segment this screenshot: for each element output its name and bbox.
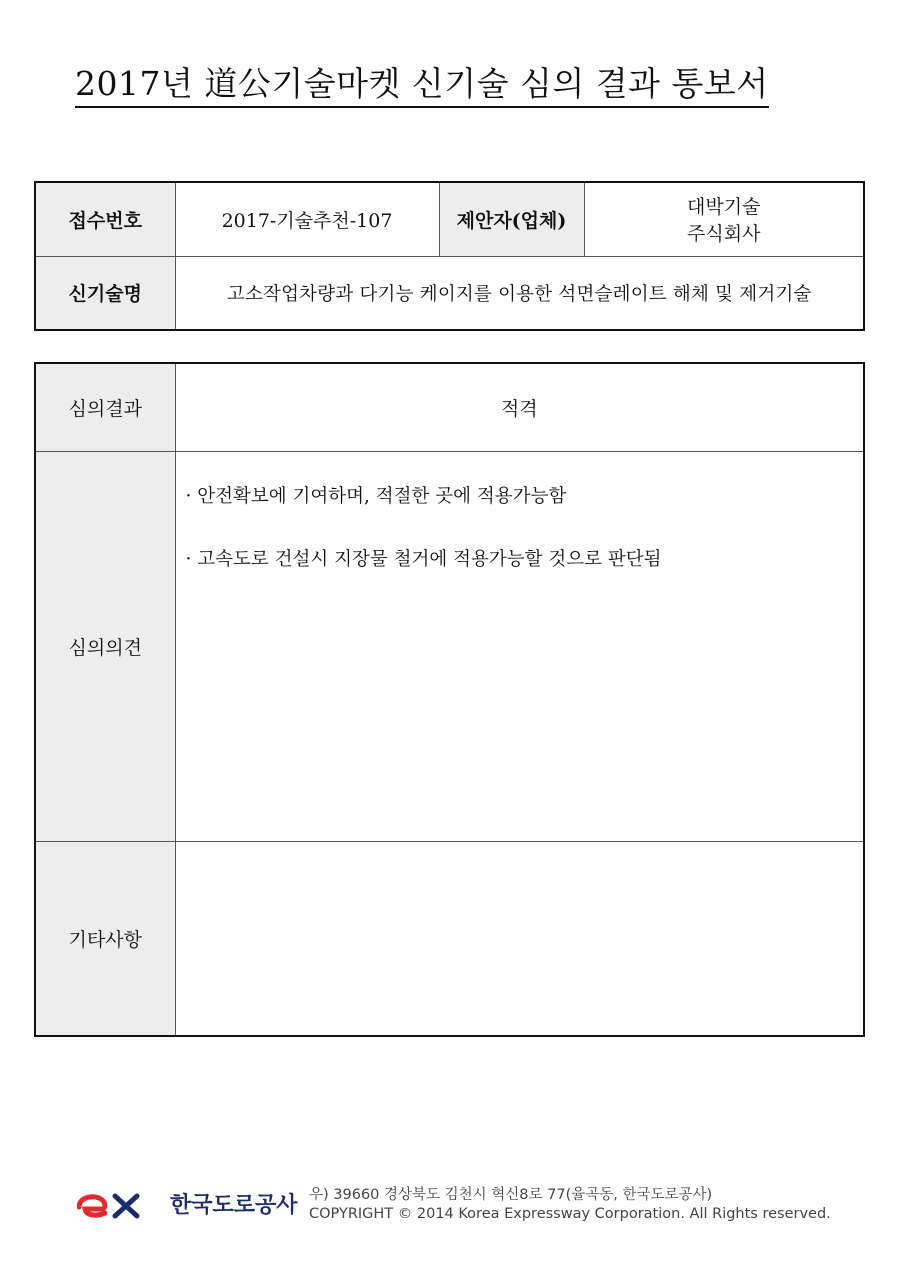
etc-content [175, 841, 864, 1036]
opinion-label: 심의의견 [35, 451, 175, 841]
footer-copyright: COPYRIGHT © 2014 Korea Expressway Corporation. All Rights reserved. [309, 1206, 831, 1222]
footer-address-block [309, 1186, 831, 1224]
receipt-no-value: 2017-기술추천-107 [175, 182, 439, 256]
tech-name-value: 고소작업차량과 다기능 케이지를 이용한 석면슬레이트 해체 및 제거기술 [175, 256, 864, 330]
proposer-value [584, 182, 864, 256]
etc-label: 기타사항 [35, 841, 175, 1036]
proposer-line1: 대박기술 [687, 196, 761, 219]
review-table [34, 362, 865, 1037]
footer-address: 우) 39660 경상북도 김천시 혁신8로 77(율곡동, 한국도로공사) [309, 1187, 713, 1203]
proposer-line2: 주식회사 [687, 223, 761, 246]
opinion-content [175, 451, 864, 841]
tech-name-label: 신기술명 [35, 256, 175, 330]
result-label: 심의결과 [35, 363, 175, 451]
result-value: 적격 [175, 363, 864, 451]
footer [77, 1184, 857, 1234]
document-title: 2017년 道公기술마켓 신기술 심의 결과 통보서 [75, 64, 769, 108]
opinion-item: · 안전확보에 기여하며, 적절한 곳에 적용가능함 [185, 485, 567, 507]
opinion-item: · 고속도로 건설시 지장물 철거에 적용가능할 것으로 판단됨 [185, 548, 662, 570]
proposer-label: 제안자(업체) [439, 182, 584, 256]
brand-name: 한국도로공사 [170, 1193, 298, 1218]
info-table [34, 181, 865, 331]
receipt-no-label: 접수번호 [35, 182, 175, 256]
